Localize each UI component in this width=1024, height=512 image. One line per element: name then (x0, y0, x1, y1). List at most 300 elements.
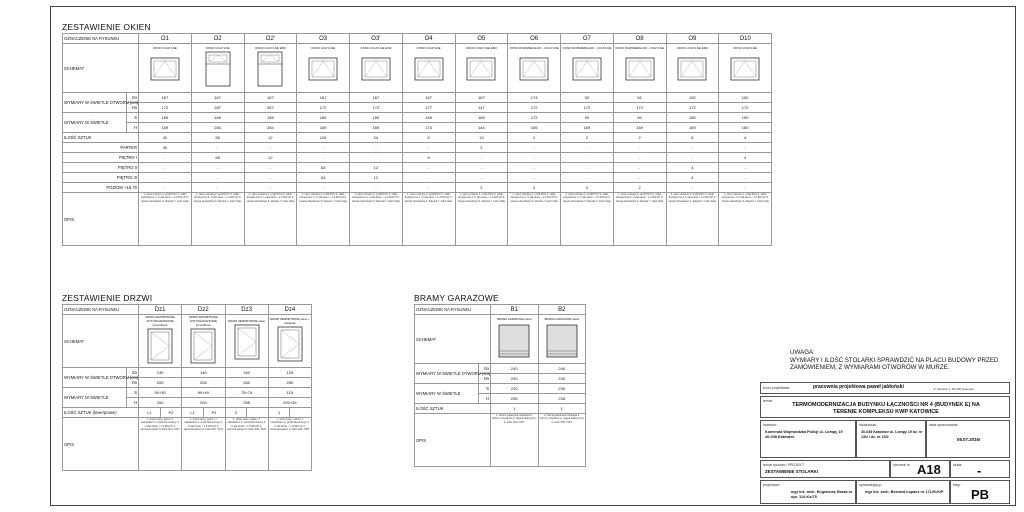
win-so-1: 167 (191, 93, 244, 103)
gar-h-0: 235 (491, 394, 539, 404)
win-p3-3: 63 (297, 173, 350, 183)
win-opis-7: 1. okno uchylne 2. profil PCV 3. szkło bezpieczne 4. U dla okna < 1,4 W/m²K 5. okucia obwodowe 6. klamka 7. kolor biały (508, 193, 561, 246)
note-title: UWAGA: (790, 349, 815, 356)
tb-date-label: data opracowania: (929, 423, 959, 427)
door-count-b-1: P1 (203, 408, 225, 418)
win-schemat-1 (191, 44, 244, 93)
win-ho-1: 287 (191, 103, 244, 113)
tb-designer-label: projektant: (763, 483, 780, 487)
win-so-11: 152 (719, 93, 772, 103)
tb-investor (760, 420, 856, 458)
win-ho-8: 172 (561, 103, 614, 113)
win-dim-label-0: WYMIARY W ŚWIETLE OTWORU (cm) (63, 93, 127, 113)
win-parter-4: - (350, 143, 403, 153)
door-dim-label-0: WYMIARY W ŚWIETLE OTWORU (cm) (63, 368, 127, 388)
win-sub-so: So (127, 93, 139, 103)
win-total-4: 24 (350, 133, 403, 143)
door-ho-1: 205 (182, 378, 225, 388)
win-total-8: 2 (561, 133, 614, 143)
tb-topic-label: temat: (763, 399, 773, 403)
gar-ho-1: 240 (538, 374, 586, 384)
win-p2-0: - (139, 163, 192, 173)
win-s-7: 172 (508, 113, 561, 123)
win-h-9: 169 (613, 123, 666, 133)
door-s-2: 75+75 (225, 388, 268, 398)
win-parter-6: 2 (455, 143, 508, 153)
win-s-0: 165 (139, 113, 192, 123)
win-parter-7: - (508, 143, 561, 153)
door-so-2: 160 (225, 368, 268, 378)
gar-so-1: 240 (538, 364, 586, 374)
gar-s-0: 230 (491, 384, 539, 394)
door-opis-2: 1. drzwi zewn. pełne / z naświetlem 2. profil aluminiowy 3. U dla drzwi < 1,5 W/m²K 4. samozamykacz 5. kolor RAL 7037 (225, 418, 268, 471)
tb-location-label: lokalizacja: (859, 423, 877, 427)
win-total-5: 6 (402, 133, 455, 143)
win-schemat-7 (508, 44, 561, 93)
door-schemat-0 (139, 315, 182, 368)
door-so-1: 140 (182, 368, 225, 378)
tb-designer-text: mgr inż. arch. Eugeniusz Skaza nr upr. 114-Ko/75 (791, 490, 853, 499)
win-floor-1: PIĘTRO I (63, 153, 139, 163)
win-p3-0: - (139, 173, 192, 183)
win-p1-7: - (508, 153, 561, 163)
door-type-3: DRZWI ZEWNĘTRZNE pełne + naświetle (270, 317, 310, 325)
win-ho-0: 172 (139, 103, 192, 113)
win-ho-4: 172 (350, 103, 403, 113)
win-h-10: 169 (666, 123, 719, 133)
win-type-5: OKNO UCHYLNE (416, 46, 441, 50)
tb-checker-label: sprawdzający: (859, 483, 882, 487)
win-opis-3: 1. okno uchylne 2. profil PCV 3. szkło bezpieczne 4. U dla okna < 1,4 W/m²K 5. okucia obwodowe 6. klamka 7. kolor biały (297, 193, 350, 246)
win-poz-11: - (719, 183, 772, 193)
win-opis-10: 1. okno uchylne 2. profil PCV 3. szkło bezpieczne 4. U dla okna < 1,4 W/m²K 5. okucia obwodowe 6. klamka 7. kolor biały (666, 193, 719, 246)
gar-s-1: 230 (538, 384, 586, 394)
tb-date (926, 420, 1010, 458)
win-total-3: 126 (297, 133, 350, 143)
win-code-4: O3' (350, 34, 403, 44)
win-p2-7: - (508, 163, 561, 173)
win-schemat-8 (561, 44, 614, 93)
win-h-3: 169 (297, 123, 350, 133)
win-h-11: 169 (719, 123, 772, 133)
door-count-b-3 (290, 408, 312, 418)
win-sub-ho: Ho (127, 103, 139, 113)
win-total-11: 4 (719, 133, 772, 143)
door-schemat-3 (268, 315, 311, 368)
tb-checker-text: mgr inż. arch. Bernard Łopacz nr 171/91/OP (865, 490, 944, 494)
win-opis-5: 1. okno uchylne 2. profil PCV 3. szkło bezpieczne 4. U dla okna < 1,4 W/m²K 5. okucia obwodowe 6. klamka 7. kolor biały (402, 193, 455, 246)
win-h-2: 284 (244, 123, 297, 133)
door-ho-3: 250 (268, 378, 311, 388)
door-type-2: DRZWI ZEWNĘTRZNE pełne (228, 319, 266, 323)
tb-office-label: biuro projektowe: (763, 386, 791, 390)
win-code-1: O2 (191, 34, 244, 44)
win-p2-1: - (191, 163, 244, 173)
win-floor-2: PIĘTRO II (63, 163, 139, 173)
gar-opis-label: OPIS (415, 414, 491, 467)
win-so-5: 167 (402, 93, 455, 103)
win-type-10: OKNO UCHYLNE EI30 (676, 46, 708, 50)
win-opis-0: 1. okno uchylne 2. profil PCV 3. szkło bezpieczne 4. U dla okna < 1,4 W/m²K 5. okucia obwodowe 6. klamka 7. kolor biały (139, 193, 192, 246)
win-opis-11: 1. okno uchylne 2. profil PCV 3. szkło bezpieczne 4. U dla okna < 1,4 W/m²K 5. okucia obwodowe 6. klamka 7. kolor biały (719, 193, 772, 246)
gar-count-0: 1 (491, 404, 539, 414)
tb-date-value: 06.07.2016r (957, 437, 981, 442)
win-p3-11: - (719, 173, 772, 183)
win-p3-4: 12 (350, 173, 403, 183)
tb-subject (760, 460, 890, 478)
win-p3-6: - (455, 173, 508, 183)
door-count-a-1: L1 (182, 408, 204, 418)
win-dim-label-2: WYMIARY W ŚWIETLE (63, 113, 127, 133)
win-p3-9: - (613, 173, 666, 183)
win-ho-11: 172 (719, 103, 772, 113)
tb-office-addr: ul. Szkolna 1, 00-000 Katowice (933, 387, 975, 391)
win-p2-9: - (613, 163, 666, 173)
win-code-6: O5 (455, 34, 508, 44)
door-count-a-2: 2 (225, 408, 247, 418)
tb-scale (950, 460, 1010, 478)
win-code-10: O9 (666, 34, 719, 44)
win-so-0: 167 (139, 93, 192, 103)
door-s-3: 115 (268, 388, 311, 398)
door-type-1: DRZWI ZEWNĘTRZNE ANTYWŁAMANIOWE przeszklone (188, 315, 219, 327)
tb-sheet-number: A18 (917, 462, 941, 477)
win-opis-label: OPIS (63, 193, 139, 246)
door-schemat-label: SCHEMAT (63, 315, 139, 368)
win-s-9: 60 (613, 113, 666, 123)
win-s-6: 165 (455, 113, 508, 123)
win-p2-6: - (455, 163, 508, 173)
win-schemat-11 (719, 44, 772, 93)
win-so-6: 167 (455, 93, 508, 103)
win-opis-2: 1. okno uchylne 2. profil PCV 3. szkło bezpieczne 4. U dla okna < 1,4 W/m²K 5. okucia obwodowe 6. klamka 7. kolor biały (244, 193, 297, 246)
win-header-label: OZNACZENIE NA RYSUNKU (63, 34, 139, 44)
tb-subject-text: ZESTAWIENIE STOLARKI (765, 469, 819, 474)
win-p3-10: 4 (666, 173, 719, 183)
door-opis-3: 1. drzwi zewn. pełne / z naświetlem 2. profil aluminiowy 3. U dla drzwi < 1,5 W/m²K 4. samozamykacz 5. kolor RAL 7037 (268, 418, 311, 471)
win-ho-5: 177 (402, 103, 455, 113)
tb-sheet (890, 460, 950, 478)
win-parter-2: - (244, 143, 297, 153)
win-so-2: 167 (244, 93, 297, 103)
gar-sub-s: S (479, 384, 491, 394)
win-p1-9: - (613, 153, 666, 163)
win-parter-3: - (297, 143, 350, 153)
win-p2-5: - (402, 163, 455, 173)
door-opis-label: OPIS (63, 418, 139, 471)
win-s-3: 165 (297, 113, 350, 123)
win-parter-11: - (719, 143, 772, 153)
tb-office-name: pracownia projektowa paweł jabłoński (813, 384, 904, 390)
door-ho-0: 205 (139, 378, 182, 388)
win-p3-7: - (508, 173, 561, 183)
win-code-11: O10 (719, 34, 772, 44)
win-type-7: OKNO ROZWIERALNO - UCHYLNE (509, 46, 559, 50)
door-count-b-0: P2 (160, 408, 182, 418)
win-poz-8: 2 (561, 183, 614, 193)
gar-schemat-label: SCHEMAT (415, 315, 491, 364)
win-schemat-5 (402, 44, 455, 93)
door-sub-ho: Ho (127, 378, 139, 388)
win-p3-5: - (402, 173, 455, 183)
win-p3-2: - (244, 173, 297, 183)
note-text: WYMIARY I ILOŚĆ STOLARKI SPRAWDZIĆ NA PLACU BUDOWY PRZED ZAMÓWIENIEM, Z WYMIARAMI OTWORÓW W MURZE. (790, 356, 999, 371)
door-count-a-3: 1 (268, 408, 290, 418)
gar-type-0: BRAMA GARAŻOWA pełna (497, 317, 532, 321)
win-total-0: 40 (139, 133, 192, 143)
win-type-3: OKNO UCHYLNE (311, 46, 336, 50)
tb-designer (760, 480, 856, 504)
win-parter-8: - (561, 143, 614, 153)
win-type-0: OKNO UCHYLNE (152, 46, 177, 50)
win-floor-4: POZIOM +16,70 (63, 183, 139, 193)
garage-title: BRAMY GARAŻOWE (414, 293, 499, 303)
door-type-0: DRZWI ZEWNĘTRZNE ANTYWŁAMANIOWE przeszklone (145, 315, 175, 327)
door-header-label: OZNACZENIE NA RYSUNKU (63, 305, 139, 315)
win-p1-5: 6 (402, 153, 455, 163)
win-opis-9: 1. okno uchylne 2. profil PCV 3. szkło bezpieczne 4. U dla okna < 1,4 W/m²K 5. okucia obwodowe 6. klamka 7. kolor biały (613, 193, 666, 246)
tb-subject-label: temat rysunku: PROJEKT (763, 463, 805, 467)
win-poz-5: - (402, 183, 455, 193)
win-poz-2: - (244, 183, 297, 193)
win-parter-10: - (666, 143, 719, 153)
gar-count-label: ILOŚĆ SZTUK (415, 404, 491, 414)
door-count-b-2 (247, 408, 269, 418)
win-s-4: 165 (350, 113, 403, 123)
win-h-6: 144 (455, 123, 508, 133)
win-poz-7: 2 (508, 183, 561, 193)
win-p3-8: - (561, 173, 614, 183)
win-schemat-9 (613, 44, 666, 93)
win-schemat-0 (139, 44, 192, 93)
win-p1-4: - (350, 153, 403, 163)
win-code-3: O3 (297, 34, 350, 44)
tb-scale-label: skala: (953, 463, 963, 467)
windows-title: ZESTAWIENIE OKIEN (62, 22, 151, 32)
win-type-11: OKNO UCHYLNE (733, 46, 758, 50)
win-opis-6: 1. okno uchylne 2. profil PCV 3. szkło bezpieczne 4. U dla okna < 1,4 W/m²K 5. okucia obwodowe 6. klamka 7. kolor biały (455, 193, 508, 246)
tb-stage-label: etap: (953, 483, 961, 487)
win-opis-4: 1. okno uchylne 2. profil PCV 3. szkło bezpieczne 4. U dla okna < 1,4 W/m²K 5. okucia obwodowe 6. klamka 7. kolor biały (350, 193, 403, 246)
door-schemat-1 (182, 315, 225, 368)
win-so-7: 174 (508, 93, 561, 103)
door-h-1: 200 (182, 398, 225, 408)
win-p3-1: - (191, 173, 244, 183)
tb-topic (760, 396, 1010, 418)
door-code-2: Dz3 (225, 305, 268, 315)
win-p1-1: 58 (191, 153, 244, 163)
gar-opis-0: 1. brama garażowa rolowana 2. dobrze ocieplona 3. napęd elektryczny 4. kolor RAL 7037 (491, 414, 539, 467)
win-s-2: 165 (244, 113, 297, 123)
door-ho-2: 260 (225, 378, 268, 388)
win-parter-0: 40 (139, 143, 192, 153)
win-so-9: 62 (613, 93, 666, 103)
win-so-3: 167 (297, 93, 350, 103)
win-h-4: 169 (350, 123, 403, 133)
gar-header-label: OZNACZENIE NA RYSUNKU (415, 305, 491, 315)
win-p1-2: 12 (244, 153, 297, 163)
win-floor-0: PARTER (63, 143, 139, 153)
win-poz-1: - (191, 183, 244, 193)
door-code-1: Dz2 (182, 305, 225, 315)
win-type-9: OKNO ROZWIERALNO - UCHYLNE (615, 46, 665, 50)
win-h-0: 169 (139, 123, 192, 133)
win-so-10: 152 (666, 93, 719, 103)
win-schemat-10 (666, 44, 719, 93)
win-h-1: 284 (191, 123, 244, 133)
win-ho-3: 172 (297, 103, 350, 113)
door-s-1: 90+40 (182, 388, 225, 398)
door-sub-h: H (127, 398, 139, 408)
win-so-8: 92 (561, 93, 614, 103)
tb-location-text: 40-038 Katowice ul. Lompy 19 dz. nr 13/2 i dz. nr 15/2 (861, 430, 923, 439)
tb-scale-value: - (977, 463, 982, 478)
win-code-9: O8 (613, 34, 666, 44)
win-type-2: OKNO UCHYLNE EI30 (254, 46, 286, 50)
note-box (790, 349, 1010, 372)
door-count-a-0: L1 (139, 408, 161, 418)
gar-ho-0: 240 (491, 374, 539, 384)
door-count-label: ILOŚĆ SZTUK (lewe/prawe) (63, 408, 139, 418)
door-sub-so: So (127, 368, 139, 378)
gar-dim-label-2: WYMIARY W ŚWIETLE (415, 384, 479, 404)
win-p1-11: 4 (719, 153, 772, 163)
win-p2-2: - (244, 163, 297, 173)
tb-topic-text: TERMOMODERNIZACJA BUDYNKU ŁĄCZNOŚCI NR 4 (BUDYNEK E) NA TERENIE KOMPLEKSU KWP KATOWICE (792, 402, 980, 415)
door-so-0: 130 (139, 368, 182, 378)
win-s-1: 165 (191, 113, 244, 123)
tb-stage-value: PB (971, 487, 990, 502)
win-s-11: 150 (719, 113, 772, 123)
win-total-9: 2 (613, 133, 666, 143)
gar-type-1: BRAMA GARAŻOWA pełna (544, 317, 579, 321)
win-code-5: O4 (402, 34, 455, 44)
win-type-4: OKNO UCHYLNE EI30 (360, 46, 392, 50)
gar-h-1: 235 (538, 394, 586, 404)
tb-stage (950, 480, 1010, 504)
tb-location (856, 420, 926, 458)
win-p2-3: 63 (297, 163, 350, 173)
win-ho-6: 147 (455, 103, 508, 113)
win-poz-3: - (297, 183, 350, 193)
door-code-3: Dz4 (268, 305, 311, 315)
win-floor-3: PIĘTRO III (63, 173, 139, 183)
win-p1-6: - (455, 153, 508, 163)
win-schemat-4 (350, 44, 403, 93)
win-h-5: 174 (402, 123, 455, 133)
gar-count-1: 1 (538, 404, 586, 414)
win-total-1: 58 (191, 133, 244, 143)
win-h-7: 169 (508, 123, 561, 133)
win-p1-8: - (561, 153, 614, 163)
win-schemat-6 (455, 44, 508, 93)
win-ho-10: 172 (666, 103, 719, 113)
door-sub-s: S (127, 388, 139, 398)
win-count-label: ILOŚĆ SZTUK (63, 133, 139, 143)
win-total-10: 8 (666, 133, 719, 143)
tb-investor-text: Komenda Wojewódzka Policji ul. Lompy 19 40-038 Katowice (765, 430, 843, 439)
gar-dim-label-0: WYMIARY W ŚWIETLE OTWORU (cm) (415, 364, 479, 384)
win-poz-10: - (666, 183, 719, 193)
win-poz-6: 2 (455, 183, 508, 193)
gar-schemat-1 (538, 315, 586, 364)
win-poz-4: - (350, 183, 403, 193)
win-schemat-3 (297, 44, 350, 93)
win-s-10: 150 (666, 113, 719, 123)
win-code-8: O7 (561, 34, 614, 44)
tb-investor-label: inwestor: (763, 423, 778, 427)
gar-sub-h: H (479, 394, 491, 404)
gar-sub-so: So (479, 364, 491, 374)
win-poz-9: 2 (613, 183, 666, 193)
win-poz-0: - (139, 183, 192, 193)
door-opis-0: 1. drzwi zewn. pełne / z naświetlem 2. profil aluminiowy 3. U dla drzwi < 1,5 W/m²K 4. samozamykacz 5. kolor RAL 7037 (139, 418, 182, 471)
win-parter-1: - (191, 143, 244, 153)
win-ho-7: 172 (508, 103, 561, 113)
win-sub-h: H (127, 123, 139, 133)
win-ho-2: 287 (244, 103, 297, 113)
doors-table (62, 304, 312, 471)
win-total-2: 12 (244, 133, 297, 143)
door-schemat-2 (225, 315, 268, 368)
win-p2-4: 12 (350, 163, 403, 173)
tb-sheet-label: rysunek nr (893, 463, 910, 467)
win-parter-9: - (613, 143, 666, 153)
win-schemat-label: SCHEMAT (63, 44, 139, 93)
windows-table (62, 33, 772, 246)
gar-so-0: 240 (491, 364, 539, 374)
win-code-0: O1 (139, 34, 192, 44)
win-sub-s: S (127, 113, 139, 123)
win-total-6: 13 (455, 133, 508, 143)
win-p1-10: - (666, 153, 719, 163)
win-parter-5: - (402, 143, 455, 153)
win-type-1: OKNO UCHYLNE (205, 46, 230, 50)
door-h-0: 200 (139, 398, 182, 408)
tb-office (760, 382, 1010, 394)
win-schemat-2 (244, 44, 297, 93)
win-so-4: 167 (350, 93, 403, 103)
win-code-7: O6 (508, 34, 561, 44)
door-code-0: Dz1 (139, 305, 182, 315)
win-p2-10: 4 (666, 163, 719, 173)
gar-schemat-0 (491, 315, 539, 364)
gar-opis-1: 1. brama garażowa rolowana 2. dobrze ocieplona 3. napęd elektryczny 4. kolor RAL 7037 (538, 414, 586, 467)
win-s-8: 90 (561, 113, 614, 123)
door-h-3: 200+45 (268, 398, 311, 408)
win-h-8: 169 (561, 123, 614, 133)
win-p2-8: - (561, 163, 614, 173)
win-ho-9: 172 (613, 103, 666, 113)
win-p1-3: - (297, 153, 350, 163)
win-type-6: OKNO UCHYLNE EI30 (465, 46, 497, 50)
tb-checker (856, 480, 950, 504)
win-total-7: 2 (508, 133, 561, 143)
doors-title: ZESTAWIENIE DRZWI (62, 293, 153, 303)
gar-sub-ho: Ho (479, 374, 491, 384)
win-p1-0: - (139, 153, 192, 163)
win-opis-8: 1. okno uchylne 2. profil PCV 3. szkło bezpieczne 4. U dla okna < 1,4 W/m²K 5. okucia obwodowe 6. klamka 7. kolor biały (561, 193, 614, 246)
win-s-5: 165 (402, 113, 455, 123)
door-so-3: 125 (268, 368, 311, 378)
door-opis-1: 1. drzwi zewn. pełne / z naświetlem 2. profil aluminiowy 3. U dla drzwi < 1,5 W/m²K 4. samozamykacz 5. kolor RAL 7037 (182, 418, 225, 471)
door-s-0: 90+30 (139, 388, 182, 398)
win-code-2: O2' (244, 34, 297, 44)
win-type-8: OKNO ROZWIERALNO - UCHYLNE (562, 46, 612, 50)
garage-table (414, 304, 586, 467)
gar-code-1: B2 (538, 305, 586, 315)
win-opis-1: 1. okno uchylne 2. profil PCV 3. szkło bezpieczne 4. U dla okna < 1,4 W/m²K 5. okucia obwodowe 6. klamka 7. kolor biały (191, 193, 244, 246)
